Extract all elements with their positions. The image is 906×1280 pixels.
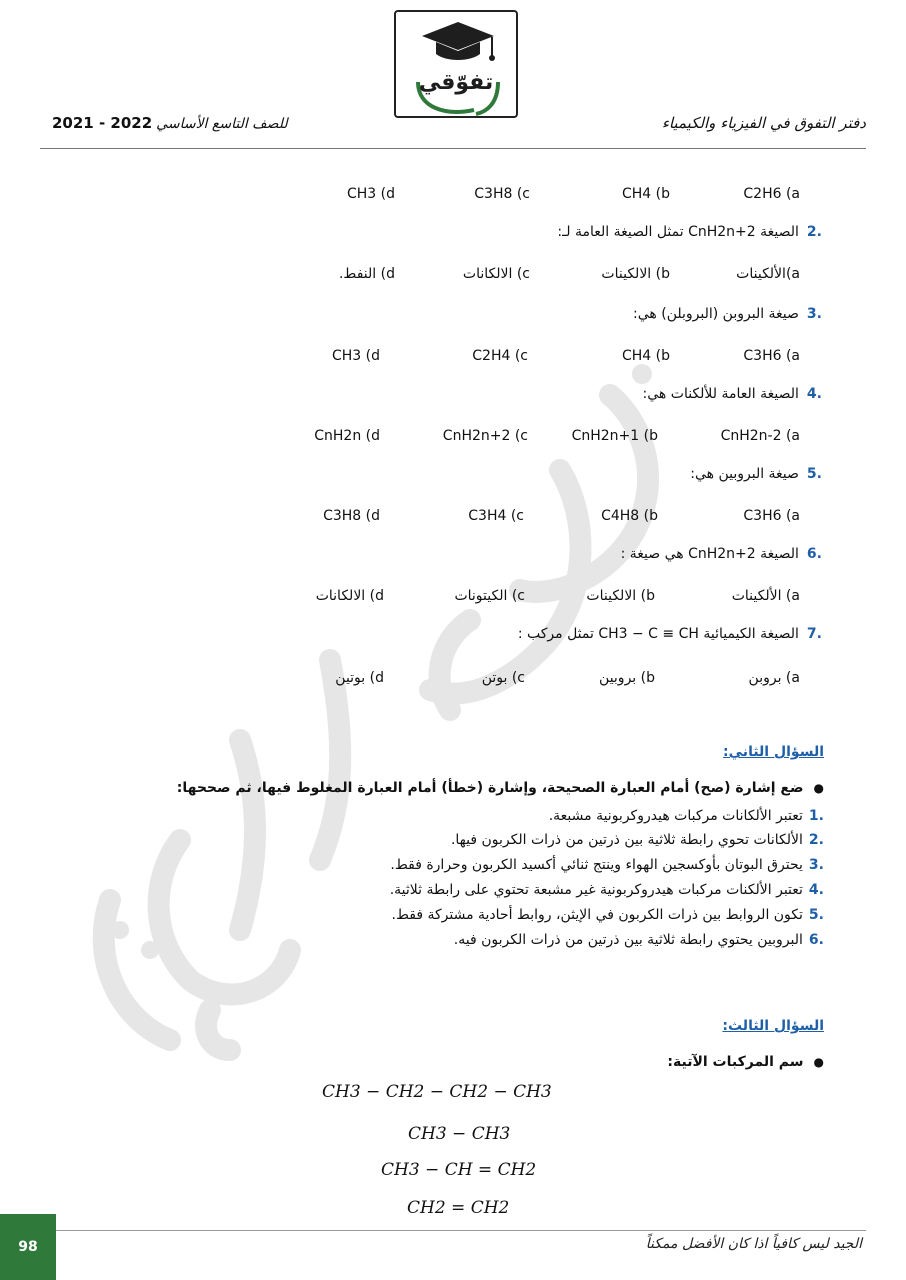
q5-option-a: C3H6 (a [743, 508, 800, 524]
header-grade-years [52, 114, 288, 132]
q3-option-a: C3H6 (a [743, 348, 800, 364]
instruction-text: ضع إشارة (صح) أمام العبارة الصحيحة، وإشارة (خطأ) أمام العبارة المغلوط فيها، ثم صححها: [176, 780, 804, 796]
formula-3: CH3 − CH = CH2 [381, 1160, 537, 1180]
q2-option-a: a)الألكينات [736, 266, 800, 282]
tf-item-5 [392, 907, 825, 923]
q7-option-d: d) بوتين [335, 670, 384, 686]
question-text: صيغة البروبن (البروبلن) هي: [633, 306, 799, 322]
question-text: الصيغة العامة للألكنات هي: [642, 386, 799, 402]
question-3 [633, 306, 822, 322]
section-3-instruction [667, 1054, 824, 1070]
q1-option-b: CH4 (b [621, 186, 670, 202]
brand-logo [394, 10, 518, 118]
question-number: .6 [806, 546, 822, 562]
q6-option-c: c) الكيتونات [454, 588, 525, 604]
instruction-text: سم المركبات الآتية: [667, 1054, 804, 1070]
item-text: الألكانات تحوي رابطة ثلاثية بين ذرتين من ذرات الكربون فيها. [450, 832, 803, 848]
q1-option-d: CH3 (d [346, 186, 395, 202]
q3-option-b: CH4 (b [621, 348, 670, 364]
item-number: .4 [808, 882, 824, 898]
q5-option-c: C3H4 (c [468, 508, 524, 524]
item-number: .1 [808, 808, 824, 824]
q6-option-b: b) الالكينات [586, 588, 655, 604]
question-5 [690, 466, 822, 482]
q6-option-d: d) الالكانات [315, 588, 384, 604]
tf-item-3 [390, 857, 824, 873]
q7-option-a: a) بروبن [748, 670, 800, 686]
header-years: 2021 - 2022 [52, 114, 153, 132]
q7-option-c: c) بوتن [481, 670, 525, 686]
header-grade: للصف التاسع الأساسي [156, 116, 288, 132]
section-2-title: السؤال الثاني: [723, 744, 824, 760]
question-number: .5 [806, 466, 822, 482]
footer-quote: الجيد ليس كافياً اذا كان الأفضل ممكناً [645, 1236, 862, 1252]
question-text: الصيغة CnH2n+2 هي صيغة : [620, 546, 799, 562]
page-number: 98 [0, 1214, 56, 1280]
question-2 [557, 224, 822, 240]
question-number: .7 [806, 626, 822, 642]
graduation-cap-icon [396, 12, 520, 120]
q7-option-b: b) بروبين [599, 670, 655, 686]
formula-2: CH3 − CH3 [408, 1124, 511, 1144]
question-7 [518, 626, 822, 642]
question-number: .4 [806, 386, 822, 402]
formula-1: CH3 − CH2 − CH2 − CH3 [322, 1082, 552, 1102]
question-text: الصيغة الكيميائية CH3 − C ≡ CH تمثل مركب : [517, 626, 799, 642]
item-text: تكون الروابط بين ذرات الكربون في الإيثن، روابط أحادية مشتركة فقط. [391, 907, 803, 923]
q2-option-c: c) الالكانات [462, 266, 530, 282]
q2-option-b: b) الالكينات [601, 266, 670, 282]
section-2-instruction [177, 780, 824, 796]
item-number: .3 [808, 857, 824, 873]
q5-option-d: C3H8 (d [323, 508, 380, 524]
question-6 [621, 546, 822, 562]
header-divider [40, 148, 866, 149]
bullet-icon: ● [813, 1055, 824, 1069]
item-text: تعتبر الألكنات مركبات هيدروكربونية غير مشبعة تحتوي على رابطة ثلاثية. [389, 882, 803, 898]
tf-item-4 [390, 882, 824, 898]
brand-name: تفوّقي [418, 70, 494, 95]
q4-option-a: CnH2n-2 (a [720, 428, 800, 444]
q4-option-d: CnH2n (d [314, 428, 380, 444]
q4-option-c: CnH2n+2 (c [442, 428, 528, 444]
question-number: .2 [806, 224, 822, 240]
question-text: صيغة البروبين هي: [690, 466, 799, 482]
tf-item-6 [454, 932, 824, 948]
item-number: .6 [808, 932, 824, 948]
footer-divider [56, 1230, 866, 1231]
q3-option-c: C2H4 (c [472, 348, 528, 364]
question-text: الصيغة CnH2n+2 تمثل الصيغة العامة لـ: [557, 224, 799, 240]
question-4 [643, 386, 822, 402]
item-number: .5 [808, 907, 824, 923]
q2-option-d: d) النفط. [338, 266, 395, 282]
q6-option-a: a) الألكينات [731, 588, 800, 604]
tf-item-1 [549, 808, 824, 824]
header-book-title: دفتر التفوق في الفيزياء والكيمياء [661, 114, 866, 132]
q1-option-c: C3H8 (c [474, 186, 530, 202]
tf-item-2 [451, 832, 824, 848]
item-number: .2 [808, 832, 824, 848]
item-text: يحترق البوتان بأوكسجين الهواء وينتج ثنائي أكسيد الكربون وحرارة فقط. [390, 857, 803, 873]
bullet-icon: ● [813, 781, 824, 795]
section-3-title: السؤال الثالث: [722, 1018, 824, 1034]
q3-option-d: CH3 (d [331, 348, 380, 364]
item-text: البروبين يحتوي رابطة ثلاثية بين ذرتين من ذرات الكربون فيه. [453, 932, 803, 948]
formula-4: CH2 = CH2 [407, 1198, 510, 1218]
q5-option-b: C4H8 (b [601, 508, 658, 524]
question-number: .3 [806, 306, 822, 322]
item-text: تعتبر الألكانات مركبات هيدروكربونية مشبعة. [548, 808, 803, 824]
q4-option-b: CnH2n+1 (b [571, 428, 658, 444]
q1-option-a: C2H6 (a [743, 186, 800, 202]
